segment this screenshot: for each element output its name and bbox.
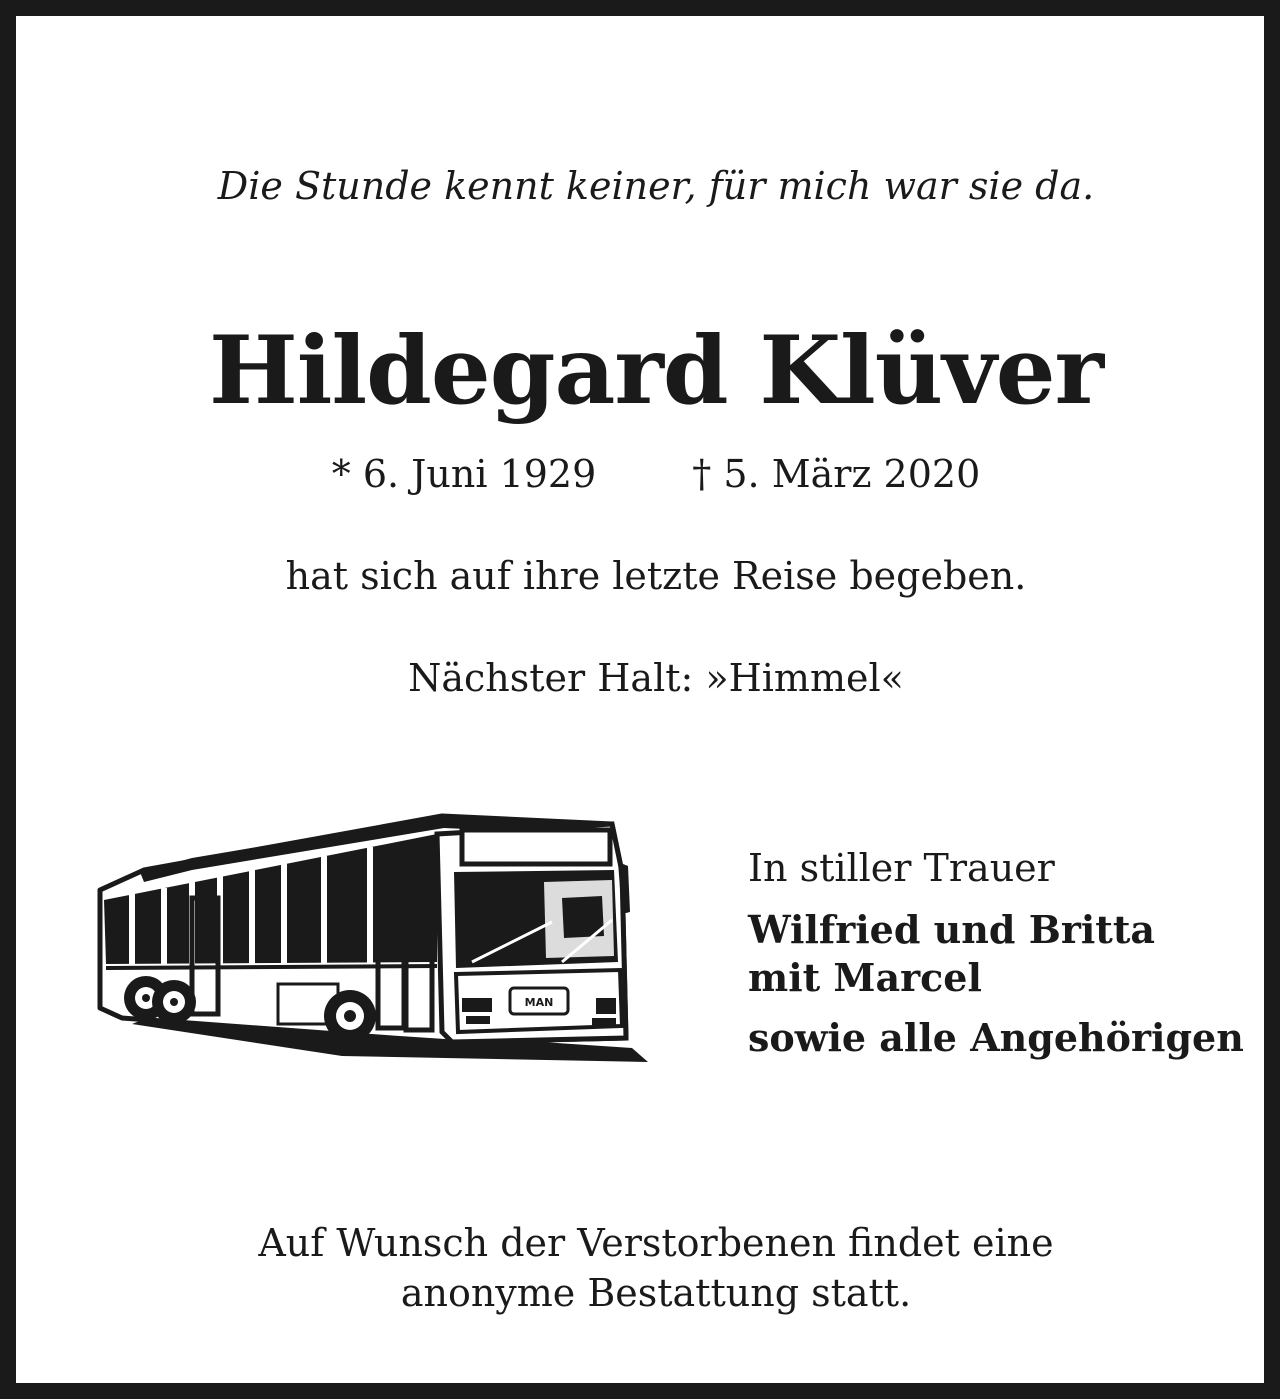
journey-text: hat sich auf ihre letzte Reise begeben. — [285, 554, 1027, 598]
deceased-name: Hildegard Klüver — [208, 316, 1104, 426]
birth-date: * 6. Juni 1929 — [331, 452, 597, 496]
mourning-intro: In stiller Trauer — [748, 846, 1055, 890]
bus-badge-text: MAN — [524, 996, 554, 1009]
bus-icon — [92, 812, 648, 1068]
burial-note-line-2: anonyme Bestattung statt. — [400, 1271, 912, 1315]
next-stop-text: Nächster Halt: »Himmel« — [408, 656, 904, 700]
mourners-block — [748, 844, 1268, 1062]
family-line-2: mit Marcel — [748, 955, 982, 1000]
life-dates — [16, 452, 1280, 496]
burial-note-line-1: Auf Wunsch der Verstorbenen findet eine — [258, 1221, 1054, 1265]
motto-quote: Die Stunde kennt keiner, für mich war sie da. — [217, 164, 1095, 208]
death-date: † 5. März 2020 — [692, 452, 981, 496]
burial-note — [16, 1218, 1280, 1318]
other-relatives: sowie alle Angehörigen — [748, 1015, 1244, 1060]
family-line-1: Wilfried und Britta — [748, 907, 1156, 952]
